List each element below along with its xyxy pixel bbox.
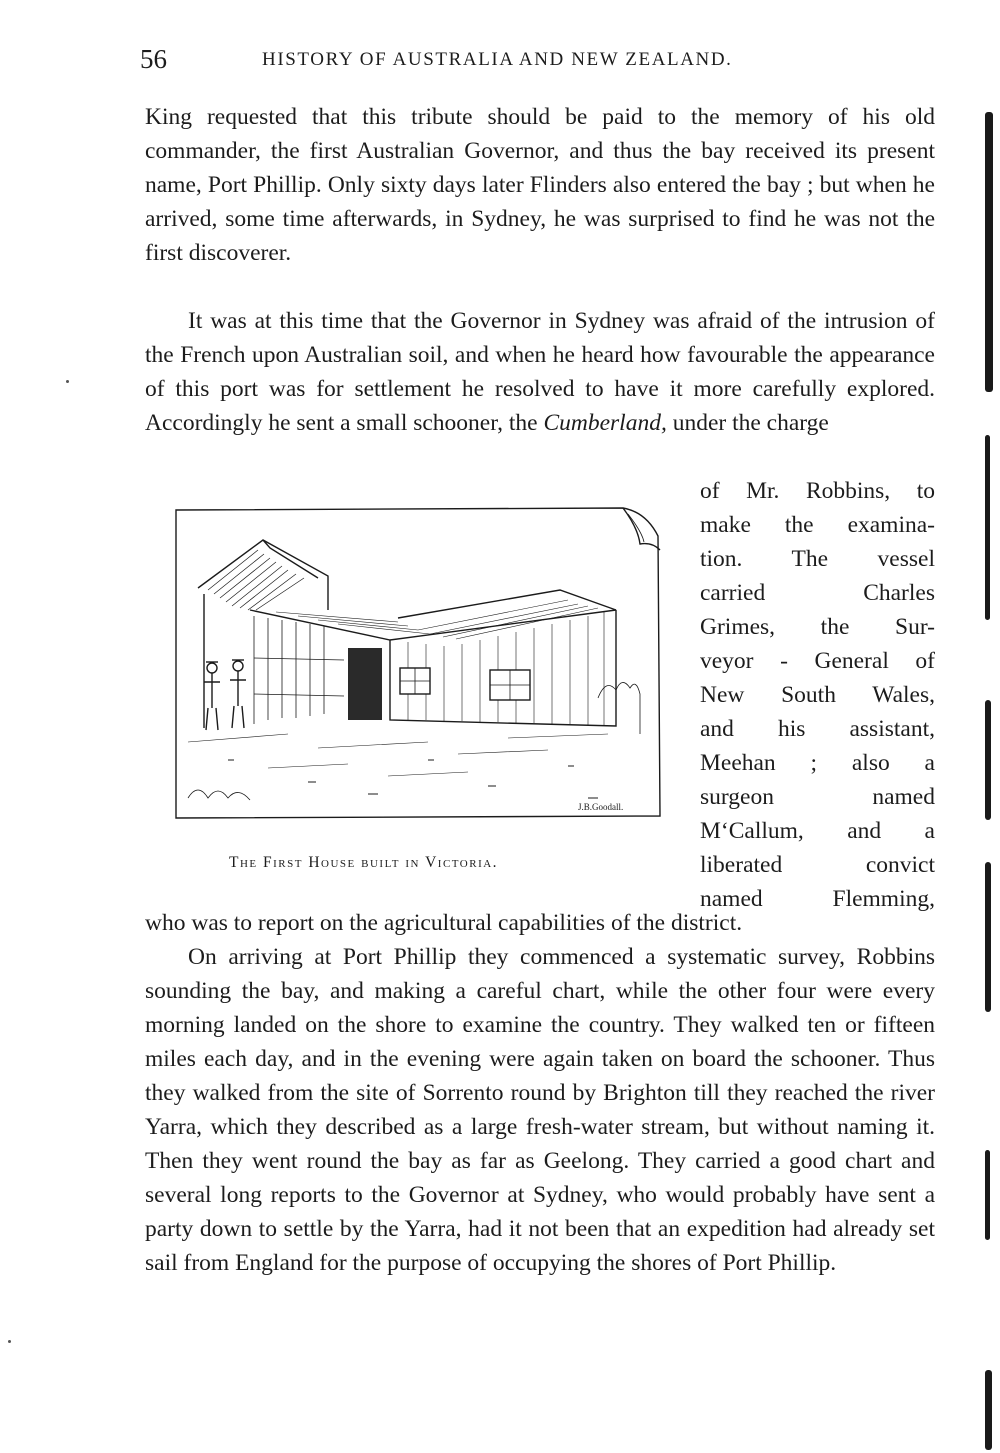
wrap-line: surgeon named	[700, 784, 935, 810]
scan-edge-mark	[985, 862, 991, 1012]
scan-edge-mark	[985, 112, 993, 392]
wrap-line: New South Wales,	[700, 682, 935, 708]
wrap-line: M‘Callum, and a	[700, 818, 935, 844]
wrap-line: make the examina-	[700, 512, 935, 538]
paragraph-2-text: It was at this time that the Governor in Sydney was afraid of the intrusion of the French upon Australian soil, and when he heard how favourable the appearance of this port was for settlement he resolved to have it more carefully explored. Accordingly he sent a small schooner, the	[145, 308, 935, 436]
scan-edge-mark	[985, 435, 990, 620]
wrap-line: Meehan ; also a	[700, 750, 935, 776]
wrap-continuation: who was to report on the agricultural capabilities of the district.	[145, 910, 743, 936]
wrap-line: named Flemming,	[700, 886, 935, 912]
wrap-line: and his assistant,	[700, 716, 935, 742]
paragraph-2-tail: under the charge	[666, 410, 829, 436]
paragraph-1: King requested that this tribute should be paid to the memory of his old commander, the first Australian Governor, and thus the bay received its present name, Port Phillip. Only sixty days later Flinders also entered the bay ; but when he arrived, some time afterwards, in Sydney, he was surprised to find he was not the first discoverer.	[145, 104, 935, 266]
wrap-line: liberated convict	[700, 852, 935, 878]
wrapped-text-column	[700, 474, 935, 916]
scan-speck	[8, 1340, 11, 1343]
scan-edge-mark	[985, 1370, 992, 1450]
scan-edge-mark	[985, 700, 991, 820]
artist-signature: J.B.Goodall.	[578, 802, 624, 812]
ship-name: Cumberland,	[543, 410, 667, 436]
running-head: HISTORY OF AUSTRALIA AND NEW ZEALAND.	[262, 49, 733, 70]
scan-speck	[66, 380, 69, 383]
wrap-line: Grimes, the Sur-	[700, 614, 935, 640]
first-house-illustration	[168, 498, 668, 828]
wrap-line: veyor - General of	[700, 648, 935, 674]
paragraph-3: On arriving at Port Phillip they commenced a systematic survey, Robbins sounding the bay, and making a careful chart, while the other four were every morning landed on the shore to examine the country. They walked ten or fifteen miles each day, and in the evening were again taken on board the schooner. Thus they walked from the site of Sorrento round by Brighton till they reached the river Yarra, which they described as a large fresh-water stream, but without naming it. Then they went round the bay as far as Geelong. They carried a good chart and several long reports to the Governor at Sydney, who would probably have sent a party down to settle by the Yarra, had it not been that an expedition had already set sail from England for the purpose of occupying the shores of Port Phillip.	[145, 944, 935, 1276]
page-number: 56	[140, 44, 167, 74]
wrap-line: carried Charles	[700, 580, 935, 606]
wrap-line: of Mr. Robbins, to	[700, 478, 935, 504]
wrap-line: tion. The vessel	[700, 546, 935, 572]
paragraph-2	[145, 304, 935, 440]
figure-caption: The First House built in Victoria.	[229, 854, 499, 871]
scan-edge-mark	[985, 1150, 990, 1240]
